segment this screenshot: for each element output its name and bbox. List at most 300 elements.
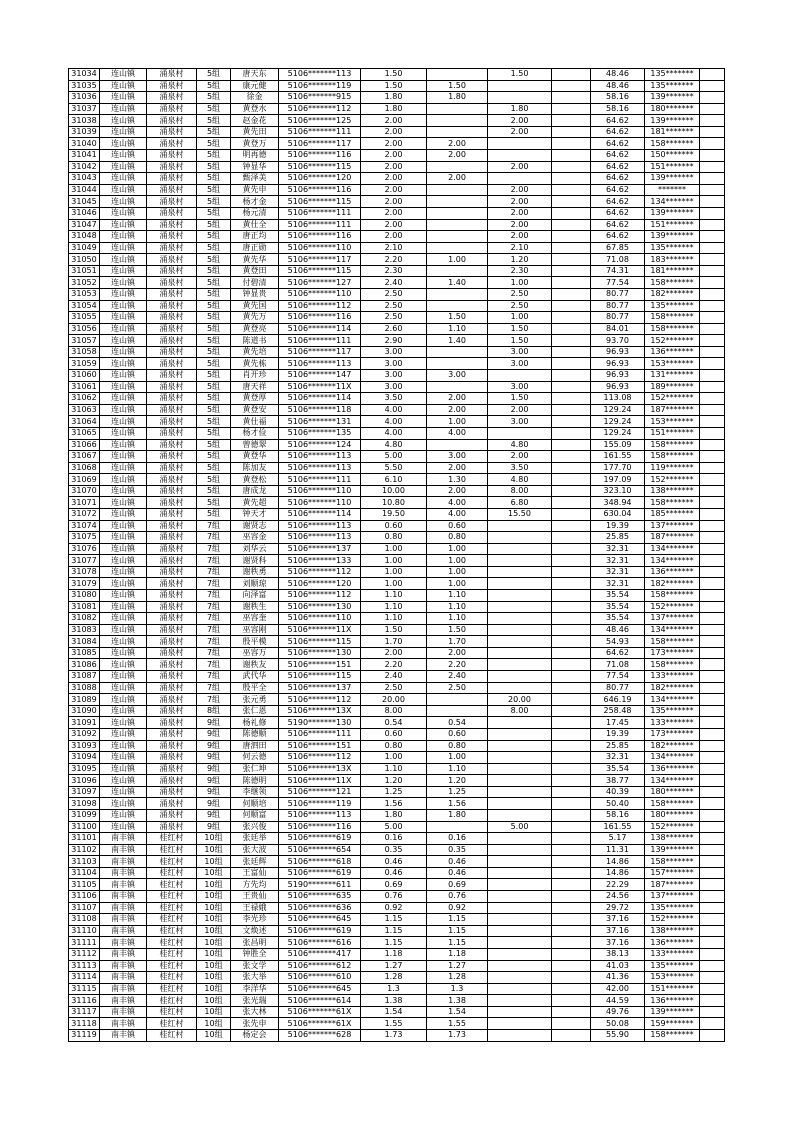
cell-town: 连山镇 bbox=[100, 312, 147, 324]
cell-value-b bbox=[488, 925, 552, 937]
cell-town: 连山镇 bbox=[100, 138, 147, 150]
cell-town: 连山镇 bbox=[100, 69, 147, 81]
cell-village: 涌泉村 bbox=[147, 416, 197, 428]
cell-remark bbox=[700, 508, 725, 520]
cell-id-number: 5106*******125 bbox=[279, 115, 361, 127]
cell-value-a: 1.40 bbox=[427, 277, 488, 289]
cell-value-c bbox=[552, 867, 591, 879]
table-row bbox=[69, 184, 725, 196]
cell-remark bbox=[700, 335, 725, 347]
cell-value-total: 3.00 bbox=[361, 358, 427, 370]
cell-group: 9组 bbox=[197, 717, 231, 729]
cell-id-number: 5106*******116 bbox=[279, 184, 361, 196]
cell-amount: 77.54 bbox=[591, 671, 645, 683]
cell-town: 连山镇 bbox=[100, 346, 147, 358]
cell-name: 武代华 bbox=[231, 671, 279, 683]
cell-phone: 133******* bbox=[645, 717, 700, 729]
cell-value-total: 1.00 bbox=[361, 566, 427, 578]
table-row bbox=[69, 370, 725, 382]
cell-remark bbox=[700, 532, 725, 544]
cell-remark bbox=[700, 288, 725, 300]
cell-amount: 58.16 bbox=[591, 810, 645, 822]
cell-value-a: 2.00 bbox=[427, 393, 488, 405]
cell-group: 10组 bbox=[197, 902, 231, 914]
cell-amount: 64.62 bbox=[591, 150, 645, 162]
table-row bbox=[69, 705, 725, 717]
cell-phone: 153******* bbox=[645, 416, 700, 428]
cell-town: 连山镇 bbox=[100, 462, 147, 474]
cell-value-c bbox=[552, 543, 591, 555]
cell-record-id: 31084 bbox=[69, 636, 100, 648]
cell-value-total: 4.80 bbox=[361, 439, 427, 451]
cell-name: 李光珍 bbox=[231, 914, 279, 926]
cell-village: 涌泉村 bbox=[147, 694, 197, 706]
cell-value-c bbox=[552, 312, 591, 324]
cell-town: 南丰镇 bbox=[100, 1018, 147, 1030]
cell-amount: 155.09 bbox=[591, 439, 645, 451]
cell-record-id: 31093 bbox=[69, 740, 100, 752]
cell-value-b: 8.00 bbox=[488, 485, 552, 497]
cell-amount: 42.00 bbox=[591, 983, 645, 995]
cell-amount: 19.39 bbox=[591, 728, 645, 740]
cell-value-c bbox=[552, 231, 591, 243]
cell-village: 涌泉村 bbox=[147, 590, 197, 602]
cell-group: 5组 bbox=[197, 69, 231, 81]
cell-value-total: 0.80 bbox=[361, 740, 427, 752]
cell-remark bbox=[700, 381, 725, 393]
cell-id-number: 5106*******112 bbox=[279, 590, 361, 602]
cell-phone: 158******* bbox=[645, 312, 700, 324]
cell-town: 连山镇 bbox=[100, 323, 147, 335]
cell-record-id: 31039 bbox=[69, 126, 100, 138]
cell-group: 5组 bbox=[197, 161, 231, 173]
table-row bbox=[69, 775, 725, 787]
cell-village: 涌泉村 bbox=[147, 323, 197, 335]
cell-value-total: 1.80 bbox=[361, 92, 427, 104]
cell-record-id: 31091 bbox=[69, 717, 100, 729]
cell-name: 杨才俭 bbox=[231, 427, 279, 439]
cell-value-b bbox=[488, 92, 552, 104]
cell-remark bbox=[700, 126, 725, 138]
cell-group: 5组 bbox=[197, 335, 231, 347]
cell-value-total: 2.00 bbox=[361, 173, 427, 185]
cell-phone: 135******* bbox=[645, 80, 700, 92]
cell-value-c bbox=[552, 636, 591, 648]
cell-remark bbox=[700, 740, 725, 752]
cell-village: 桂红村 bbox=[147, 867, 197, 879]
cell-remark bbox=[700, 416, 725, 428]
cell-name: 陈道书 bbox=[231, 335, 279, 347]
cell-town: 南丰镇 bbox=[100, 1006, 147, 1018]
cell-id-number: 5106*******119 bbox=[279, 80, 361, 92]
cell-value-a: 0.80 bbox=[427, 532, 488, 544]
table-row bbox=[69, 231, 725, 243]
cell-name: 刘华云 bbox=[231, 543, 279, 555]
cell-record-id: 31110 bbox=[69, 925, 100, 937]
cell-remark bbox=[700, 972, 725, 984]
cell-group: 5组 bbox=[197, 427, 231, 439]
cell-amount: 17.45 bbox=[591, 717, 645, 729]
cell-group: 7组 bbox=[197, 578, 231, 590]
cell-record-id: 31060 bbox=[69, 370, 100, 382]
cell-value-b: 4.80 bbox=[488, 439, 552, 451]
cell-value-a: 1.00 bbox=[427, 752, 488, 764]
cell-value-c bbox=[552, 566, 591, 578]
cell-town: 连山镇 bbox=[100, 265, 147, 277]
cell-phone: 151******* bbox=[645, 427, 700, 439]
cell-village: 涌泉村 bbox=[147, 126, 197, 138]
cell-value-c bbox=[552, 370, 591, 382]
cell-village: 涌泉村 bbox=[147, 462, 197, 474]
cell-record-id: 31065 bbox=[69, 427, 100, 439]
cell-village: 涌泉村 bbox=[147, 115, 197, 127]
cell-value-c bbox=[552, 1018, 591, 1030]
cell-amount: 29.72 bbox=[591, 902, 645, 914]
cell-id-number: 5106*******61X bbox=[279, 1018, 361, 1030]
cell-village: 涌泉村 bbox=[147, 566, 197, 578]
cell-value-a: 0.54 bbox=[427, 717, 488, 729]
cell-remark bbox=[700, 844, 725, 856]
cell-village: 涌泉村 bbox=[147, 578, 197, 590]
cell-value-total: 2.50 bbox=[361, 300, 427, 312]
cell-value-a: 1.25 bbox=[427, 786, 488, 798]
cell-town: 连山镇 bbox=[100, 682, 147, 694]
cell-value-a: 4.00 bbox=[427, 497, 488, 509]
cell-group: 5组 bbox=[197, 150, 231, 162]
cell-phone: 158******* bbox=[645, 439, 700, 451]
cell-amount: 38.13 bbox=[591, 948, 645, 960]
cell-value-a: 2.20 bbox=[427, 659, 488, 671]
cell-record-id: 31117 bbox=[69, 1006, 100, 1018]
cell-town: 连山镇 bbox=[100, 578, 147, 590]
cell-value-c bbox=[552, 254, 591, 266]
cell-record-id: 31057 bbox=[69, 335, 100, 347]
cell-group: 7组 bbox=[197, 613, 231, 625]
cell-value-a: 0.69 bbox=[427, 879, 488, 891]
cell-value-a: 1.80 bbox=[427, 92, 488, 104]
cell-amount: 37.16 bbox=[591, 937, 645, 949]
cell-value-c bbox=[552, 219, 591, 231]
cell-village: 涌泉村 bbox=[147, 659, 197, 671]
cell-group: 9组 bbox=[197, 821, 231, 833]
cell-id-number: 5106*******645 bbox=[279, 914, 361, 926]
cell-name: 谢秩勇 bbox=[231, 566, 279, 578]
cell-value-a: 4.00 bbox=[427, 427, 488, 439]
cell-phone: 134******* bbox=[645, 694, 700, 706]
cell-amount: 64.62 bbox=[591, 115, 645, 127]
cell-record-id: 31080 bbox=[69, 590, 100, 602]
cell-value-c bbox=[552, 671, 591, 683]
cell-remark bbox=[700, 161, 725, 173]
cell-id-number: 5106*******61X bbox=[279, 1006, 361, 1018]
cell-value-c bbox=[552, 335, 591, 347]
cell-value-c bbox=[552, 300, 591, 312]
cell-name: 肖开珍 bbox=[231, 370, 279, 382]
cell-value-total: 2.00 bbox=[361, 184, 427, 196]
cell-id-number: 5106*******11X bbox=[279, 775, 361, 787]
cell-id-number: 5106*******119 bbox=[279, 798, 361, 810]
cell-phone: 135******* bbox=[645, 300, 700, 312]
cell-phone: 187******* bbox=[645, 532, 700, 544]
table-row bbox=[69, 960, 725, 972]
cell-id-number: 5106*******619 bbox=[279, 925, 361, 937]
table-row bbox=[69, 427, 725, 439]
cell-value-total: 0.60 bbox=[361, 520, 427, 532]
cell-value-total: 3.50 bbox=[361, 393, 427, 405]
table-row bbox=[69, 682, 725, 694]
cell-value-c bbox=[552, 115, 591, 127]
cell-value-total: 1.27 bbox=[361, 960, 427, 972]
cell-value-b bbox=[488, 948, 552, 960]
cell-value-total: 1.80 bbox=[361, 810, 427, 822]
cell-record-id: 31069 bbox=[69, 474, 100, 486]
cell-id-number: 5106*******147 bbox=[279, 370, 361, 382]
cell-value-b: 2.00 bbox=[488, 207, 552, 219]
cell-value-total: 2.20 bbox=[361, 659, 427, 671]
cell-amount: 49.76 bbox=[591, 1006, 645, 1018]
table-row bbox=[69, 948, 725, 960]
cell-group: 5组 bbox=[197, 265, 231, 277]
cell-value-b: 2.50 bbox=[488, 300, 552, 312]
cell-value-a: 1.30 bbox=[427, 474, 488, 486]
cell-id-number: 5106*******110 bbox=[279, 288, 361, 300]
cell-village: 涌泉村 bbox=[147, 682, 197, 694]
cell-value-a: 1.10 bbox=[427, 601, 488, 613]
cell-town: 连山镇 bbox=[100, 566, 147, 578]
cell-village: 涌泉村 bbox=[147, 717, 197, 729]
cell-value-a: 0.35 bbox=[427, 844, 488, 856]
cell-phone: 139******* bbox=[645, 173, 700, 185]
cell-id-number: 5106*******619 bbox=[279, 867, 361, 879]
cell-remark bbox=[700, 219, 725, 231]
cell-value-total: 0.35 bbox=[361, 844, 427, 856]
cell-town: 连山镇 bbox=[100, 207, 147, 219]
cell-value-c bbox=[552, 960, 591, 972]
table-row bbox=[69, 497, 725, 509]
cell-remark bbox=[700, 891, 725, 903]
cell-town: 连山镇 bbox=[100, 798, 147, 810]
cell-id-number: 5106*******618 bbox=[279, 856, 361, 868]
cell-record-id: 31061 bbox=[69, 381, 100, 393]
cell-record-id: 31081 bbox=[69, 601, 100, 613]
cell-remark bbox=[700, 520, 725, 532]
table-row bbox=[69, 138, 725, 150]
cell-group: 10组 bbox=[197, 983, 231, 995]
cell-group: 5组 bbox=[197, 184, 231, 196]
cell-remark bbox=[700, 427, 725, 439]
cell-phone: 150******* bbox=[645, 150, 700, 162]
cell-phone: 119******* bbox=[645, 462, 700, 474]
cell-record-id: 31095 bbox=[69, 763, 100, 775]
cell-name: 巫容刚 bbox=[231, 624, 279, 636]
cell-value-b: 1.00 bbox=[488, 277, 552, 289]
cell-phone: 158******* bbox=[645, 1029, 700, 1041]
cell-village: 涌泉村 bbox=[147, 798, 197, 810]
cell-group: 5组 bbox=[197, 497, 231, 509]
cell-value-a bbox=[427, 103, 488, 115]
cell-name: 黄登亮 bbox=[231, 323, 279, 335]
cell-group: 10组 bbox=[197, 833, 231, 845]
cell-village: 涌泉村 bbox=[147, 474, 197, 486]
cell-town: 连山镇 bbox=[100, 150, 147, 162]
cell-value-a: 1.70 bbox=[427, 636, 488, 648]
cell-village: 涌泉村 bbox=[147, 381, 197, 393]
cell-remark bbox=[700, 265, 725, 277]
cell-group: 9组 bbox=[197, 786, 231, 798]
cell-town: 连山镇 bbox=[100, 543, 147, 555]
cell-town: 南丰镇 bbox=[100, 1029, 147, 1041]
cell-village: 涌泉村 bbox=[147, 370, 197, 382]
cell-group: 5组 bbox=[197, 439, 231, 451]
cell-village: 涌泉村 bbox=[147, 231, 197, 243]
cell-value-total: 10.80 bbox=[361, 497, 427, 509]
cell-phone: 158******* bbox=[645, 856, 700, 868]
cell-value-b bbox=[488, 786, 552, 798]
cell-town: 连山镇 bbox=[100, 242, 147, 254]
cell-phone: 138******* bbox=[645, 485, 700, 497]
cell-value-total: 2.50 bbox=[361, 288, 427, 300]
cell-id-number: 5190*******130 bbox=[279, 717, 361, 729]
cell-value-a: 1.27 bbox=[427, 960, 488, 972]
cell-value-total: 1.50 bbox=[361, 624, 427, 636]
cell-value-b bbox=[488, 867, 552, 879]
cell-remark bbox=[700, 647, 725, 659]
cell-id-number: 5106*******115 bbox=[279, 265, 361, 277]
cell-value-a: 1.56 bbox=[427, 798, 488, 810]
cell-name: 何云德 bbox=[231, 752, 279, 764]
cell-amount: 50.08 bbox=[591, 1018, 645, 1030]
cell-id-number: 5106*******151 bbox=[279, 659, 361, 671]
cell-value-total: 0.80 bbox=[361, 532, 427, 544]
cell-phone: 134******* bbox=[645, 775, 700, 787]
cell-remark bbox=[700, 682, 725, 694]
cell-amount: 11.31 bbox=[591, 844, 645, 856]
cell-id-number: 5106*******116 bbox=[279, 150, 361, 162]
cell-value-a: 2.40 bbox=[427, 671, 488, 683]
cell-value-b bbox=[488, 601, 552, 613]
cell-value-a bbox=[427, 207, 488, 219]
cell-value-total: 1.10 bbox=[361, 601, 427, 613]
cell-value-a: 1.80 bbox=[427, 810, 488, 822]
cell-town: 南丰镇 bbox=[100, 937, 147, 949]
cell-record-id: 31096 bbox=[69, 775, 100, 787]
cell-value-c bbox=[552, 983, 591, 995]
cell-amount: 96.93 bbox=[591, 346, 645, 358]
cell-value-a: 2.00 bbox=[427, 173, 488, 185]
cell-value-total: 2.00 bbox=[361, 150, 427, 162]
cell-id-number: 5106*******612 bbox=[279, 960, 361, 972]
cell-value-b bbox=[488, 995, 552, 1007]
cell-remark bbox=[700, 1006, 725, 1018]
cell-value-total: 0.60 bbox=[361, 728, 427, 740]
cell-town: 南丰镇 bbox=[100, 960, 147, 972]
cell-town: 连山镇 bbox=[100, 80, 147, 92]
cell-record-id: 31054 bbox=[69, 300, 100, 312]
table-row bbox=[69, 358, 725, 370]
cell-village: 涌泉村 bbox=[147, 786, 197, 798]
cell-record-id: 31042 bbox=[69, 161, 100, 173]
cell-remark bbox=[700, 497, 725, 509]
cell-village: 涌泉村 bbox=[147, 752, 197, 764]
table-row bbox=[69, 196, 725, 208]
cell-village: 涌泉村 bbox=[147, 555, 197, 567]
cell-town: 连山镇 bbox=[100, 92, 147, 104]
cell-id-number: 5106*******110 bbox=[279, 613, 361, 625]
cell-phone: 182******* bbox=[645, 682, 700, 694]
cell-value-b: 3.00 bbox=[488, 416, 552, 428]
cell-group: 5组 bbox=[197, 173, 231, 185]
cell-name: 谢贤科 bbox=[231, 555, 279, 567]
table-row bbox=[69, 717, 725, 729]
cell-town: 连山镇 bbox=[100, 532, 147, 544]
cell-town: 连山镇 bbox=[100, 520, 147, 532]
cell-id-number: 5106*******118 bbox=[279, 404, 361, 416]
cell-remark bbox=[700, 925, 725, 937]
cell-value-c bbox=[552, 810, 591, 822]
cell-phone: ******* bbox=[645, 184, 700, 196]
cell-value-c bbox=[552, 1006, 591, 1018]
table-row bbox=[69, 300, 725, 312]
cell-phone: 136******* bbox=[645, 763, 700, 775]
table-row bbox=[69, 590, 725, 602]
cell-village: 涌泉村 bbox=[147, 451, 197, 463]
cell-town: 南丰镇 bbox=[100, 867, 147, 879]
cell-remark bbox=[700, 810, 725, 822]
cell-value-total: 4.00 bbox=[361, 427, 427, 439]
cell-amount: 41.03 bbox=[591, 960, 645, 972]
cell-value-b bbox=[488, 590, 552, 602]
table-row bbox=[69, 925, 725, 937]
cell-town: 连山镇 bbox=[100, 763, 147, 775]
cell-value-a bbox=[427, 161, 488, 173]
cell-remark bbox=[700, 948, 725, 960]
cell-value-a: 1.10 bbox=[427, 613, 488, 625]
cell-phone: 134******* bbox=[645, 555, 700, 567]
cell-value-a bbox=[427, 821, 488, 833]
cell-phone: 138******* bbox=[645, 833, 700, 845]
cell-town: 南丰镇 bbox=[100, 983, 147, 995]
cell-name: 向泽富 bbox=[231, 590, 279, 602]
table-row bbox=[69, 381, 725, 393]
cell-name: 黄登安 bbox=[231, 404, 279, 416]
cell-village: 涌泉村 bbox=[147, 138, 197, 150]
cell-group: 9组 bbox=[197, 752, 231, 764]
cell-id-number: 5106*******151 bbox=[279, 740, 361, 752]
cell-value-c bbox=[552, 277, 591, 289]
cell-value-total: 1.00 bbox=[361, 578, 427, 590]
cell-name: 杨礼修 bbox=[231, 717, 279, 729]
cell-record-id: 31100 bbox=[69, 821, 100, 833]
cell-remark bbox=[700, 231, 725, 243]
cell-amount: 64.62 bbox=[591, 207, 645, 219]
table-row bbox=[69, 416, 725, 428]
cell-value-total: 1.55 bbox=[361, 1018, 427, 1030]
cell-village: 桂红村 bbox=[147, 948, 197, 960]
cell-value-b: 3.50 bbox=[488, 462, 552, 474]
cell-amount: 630.04 bbox=[591, 508, 645, 520]
cell-value-total: 2.00 bbox=[361, 115, 427, 127]
cell-remark bbox=[700, 833, 725, 845]
table-row bbox=[69, 508, 725, 520]
cell-town: 南丰镇 bbox=[100, 891, 147, 903]
cell-amount: 32.31 bbox=[591, 543, 645, 555]
cell-value-a: 2.00 bbox=[427, 462, 488, 474]
cell-record-id: 31036 bbox=[69, 92, 100, 104]
cell-town: 连山镇 bbox=[100, 497, 147, 509]
cell-group: 5组 bbox=[197, 126, 231, 138]
cell-value-b: 2.50 bbox=[488, 288, 552, 300]
cell-id-number: 5106*******113 bbox=[279, 810, 361, 822]
